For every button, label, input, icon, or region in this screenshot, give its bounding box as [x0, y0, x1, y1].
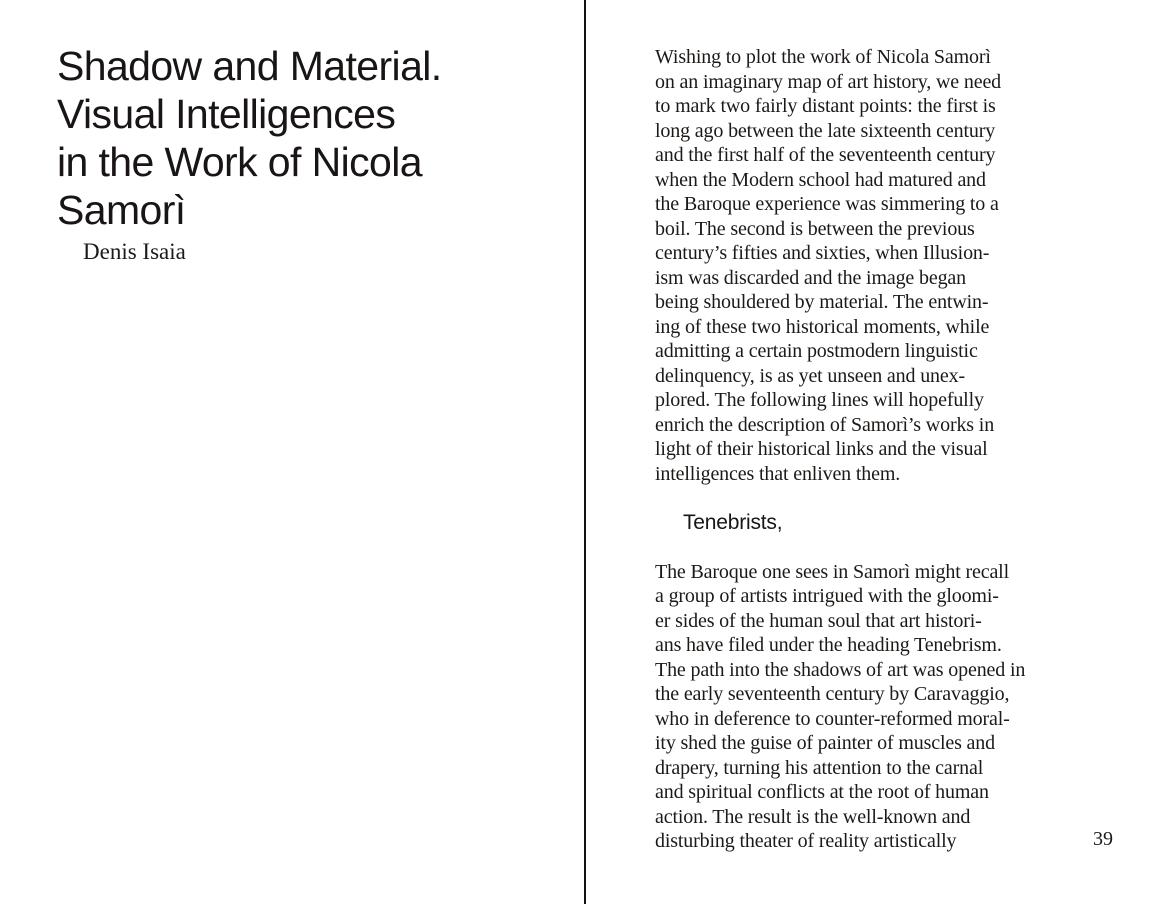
text-line: plored. The following lines will hopefully: [655, 389, 984, 411]
text-line: enrich the description of Samorì’s works in: [655, 413, 995, 436]
text-line: the early seventeenth century by Caravaggio,: [655, 683, 1010, 705]
text-line: and spiritual conflicts at the root of human: [655, 781, 989, 803]
text-line: Shadow and Material.: [57, 43, 442, 89]
text-line: century’s fifties and sixties, when Illusion-: [655, 242, 990, 264]
text-line: boil. The second is between the previous: [655, 217, 975, 240]
article-title: [57, 42, 442, 234]
text-line: Wishing to plot the work of Nicola Samorì: [655, 46, 991, 68]
text-line: who in deference to counter-reformed moral-: [655, 707, 1010, 730]
section-heading: Tenebrists,: [683, 510, 783, 534]
text-line: on an imaginary map of art history, we need: [655, 70, 1002, 93]
text-line: a group of artists intrigued with the gloomi-: [655, 585, 999, 607]
text-line: ing of these two historical moments, while: [655, 315, 990, 338]
paragraph-gap: [655, 486, 1083, 511]
paragraph-two: [655, 560, 1083, 854]
text-line: ism was discarded and the image began: [655, 266, 967, 289]
text-line: Visual Intelligences: [57, 91, 396, 137]
page-number: 39: [1093, 828, 1113, 850]
text-line: to mark two fairly distant points: the first is: [655, 95, 996, 117]
text-line: in the Work of Nicola: [57, 139, 422, 185]
text-line: long ago between the late sixteenth century: [655, 119, 996, 142]
text-line: action. The result is the well-known and: [655, 805, 971, 828]
text-line: when the Modern school had matured and: [655, 168, 986, 191]
paragraph-gap: [655, 535, 1083, 560]
text-line: light of their historical links and the visual: [655, 438, 988, 460]
text-line: ans have filed under the heading Tenebrism.: [655, 634, 1002, 656]
text-line: er sides of the human soul that art histori-: [655, 609, 982, 632]
text-line: delinquency, is as yet unseen and unex-: [655, 364, 965, 387]
text-line: intelligences that enliven them.: [655, 462, 901, 485]
text-line: ity shed the guise of painter of muscles and: [655, 732, 995, 754]
body-column: [655, 45, 1083, 854]
text-line: being shouldered by material. The entwin-: [655, 291, 989, 313]
text-line: The path into the shadows of art was opened in: [655, 658, 1026, 681]
text-line: The Baroque one sees in Samorì might recall: [655, 560, 1009, 583]
text-line: and the first half of the seventeenth century: [655, 144, 996, 166]
article-author: Denis Isaia: [83, 239, 186, 264]
text-line: drapery, turning his attention to the carnal: [655, 756, 984, 779]
text-line: admitting a certain postmodern linguistic: [655, 340, 978, 362]
page-divider: [584, 0, 586, 904]
text-line: Samorì: [57, 187, 186, 233]
paragraph-one: [655, 45, 1083, 486]
text-line: the Baroque experience was simmering to a: [655, 193, 999, 215]
text-line: disturbing theater of reality artistically: [655, 830, 957, 852]
